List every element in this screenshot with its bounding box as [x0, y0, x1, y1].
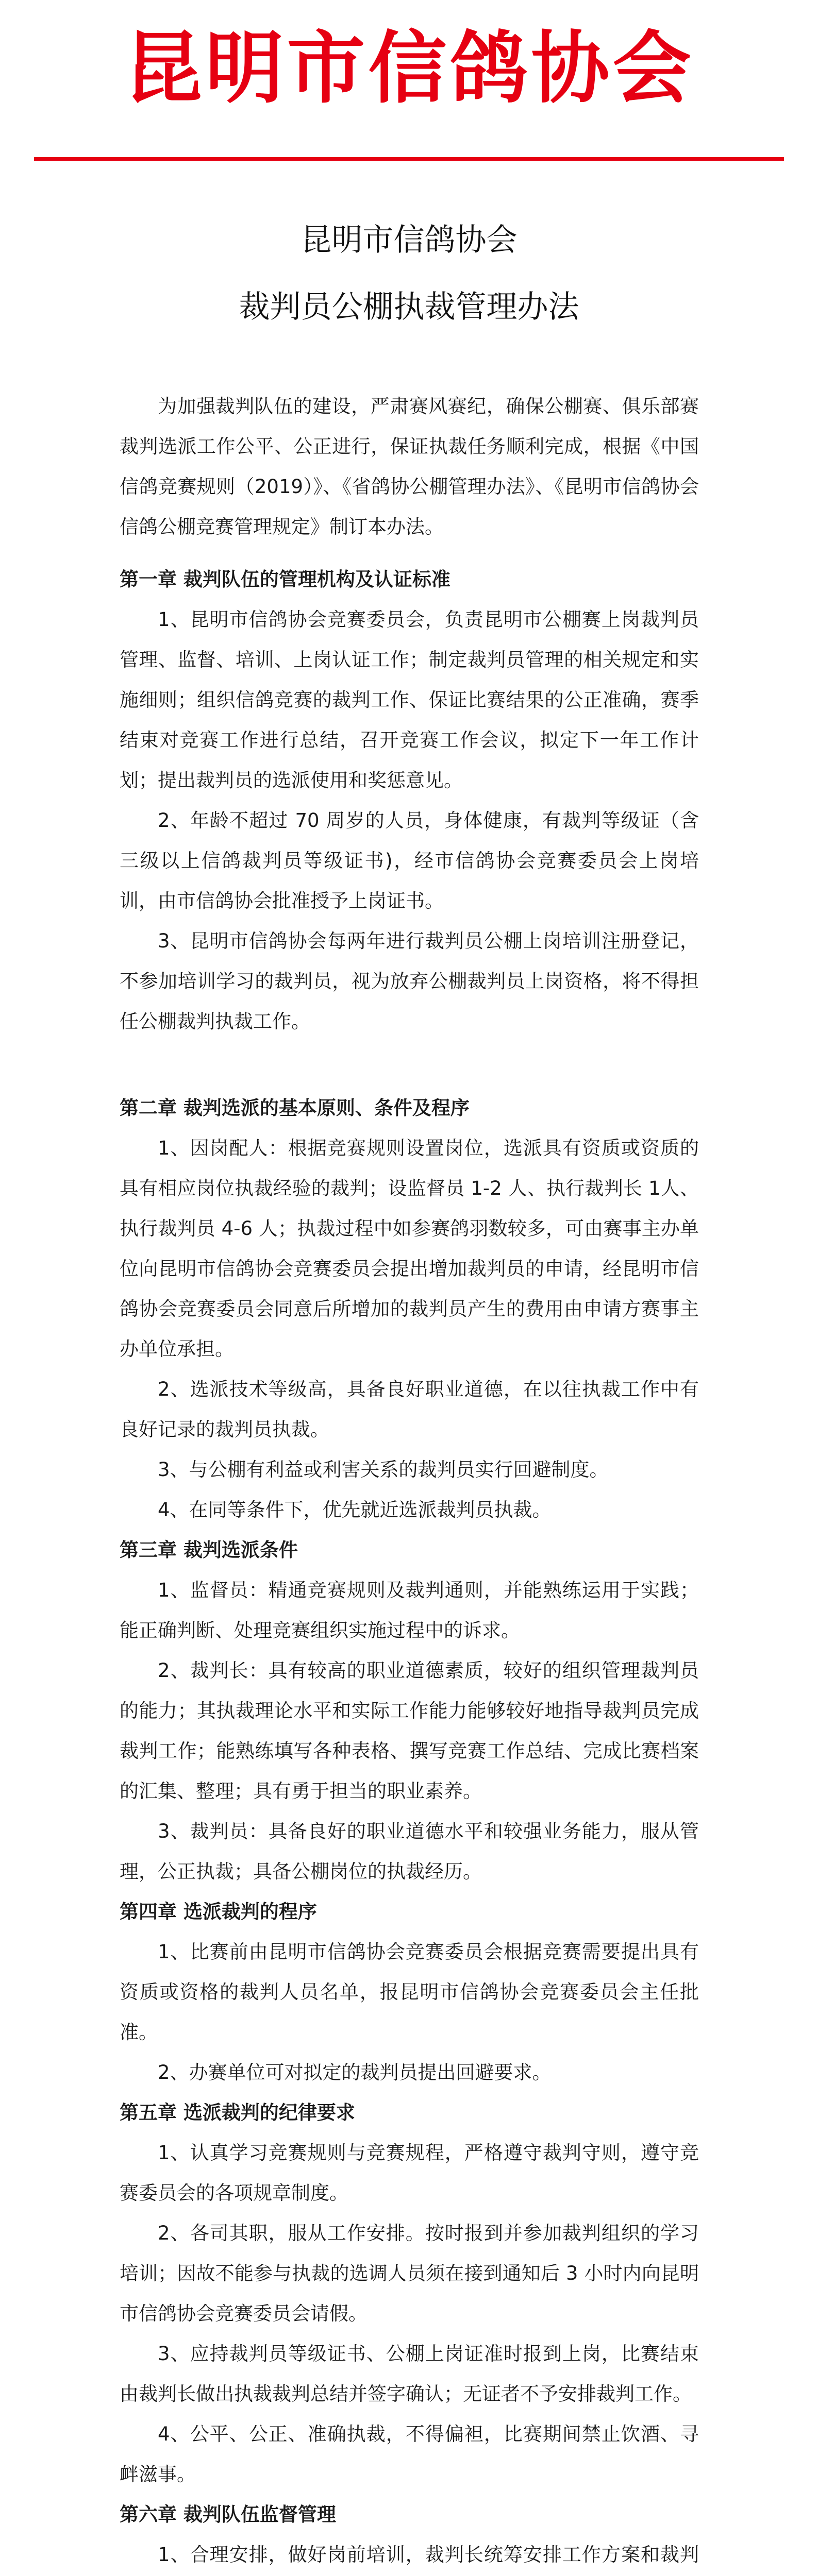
paragraph: 2、年龄不超过 70 周岁的人员，身体健康，有裁判等级证（含三级以上信鸽裁判员等级证书)，经市信鸽协会竞赛委员会上岗培训，由市信鸽协会批准授予上岗证书。 [120, 809, 699, 912]
intro-paragraph: 为加强裁判队伍的建设，严肃赛风赛纪，确保公棚赛、俱乐部赛裁判选派工作公平、公正进行，保证执裁任务顺利完成，根据《中国信鸽竞赛规则（2019）》、《省鸽协公棚管理办法》、《昆明市信鸽协会信鸽公棚竞赛管理规定》制订本办法。 [120, 395, 699, 538]
document-title-org: 昆明市信鸽协会 [301, 222, 517, 258]
chapter-3-heading: 第三章 裁判选派条件 [120, 1539, 298, 1561]
paragraph: 2、办赛单位可对拟定的裁判员提出回避要求。 [158, 2061, 552, 2083]
letterhead-divider [34, 157, 784, 161]
document-title: 裁判员公棚执裁管理办法 [239, 289, 579, 325]
paragraph: 4、公平、公正、准确执裁，不得偏袒，比赛期间禁止饮酒、寻衅滋事。 [120, 2423, 699, 2485]
paragraph: 3、裁判员：具备良好的职业道德水平和较强业务能力，服从管理，公正执裁；具备公棚岗位的执裁经历。 [120, 1820, 699, 1883]
paragraph: 3、与公棚有利益或利害关系的裁判员实行回避制度。 [158, 1459, 609, 1481]
paragraph: 4、在同等条件下，优先就近选派裁判员执裁。 [158, 1499, 552, 1521]
letterhead [0, 22, 818, 114]
paragraph: 1、昆明市信鸽协会竞赛委员会，负责昆明市公棚赛上岗裁判员管理、监督、培训、上岗认证工作；制定裁判员管理的相关规定和实施细则；组织信鸽竞赛的裁判工作、保证比赛结果的公正准确，赛季结束对竞赛工作进行总结，召开竞赛工作会议，拟定下一年工作计划；提出裁判员的选派使用和奖惩意见。 [120, 608, 699, 791]
document-body [120, 386, 699, 2576]
chapter-5-heading: 第五章 选派裁判的纪律要求 [120, 2102, 355, 2124]
paragraph: 2、各司其职，服从工作安排。按时报到并参加裁判组织的学习培训；因故不能参与执裁的选调人员须在接到通知后 3 小时内向昆明市信鸽协会竞赛委员会请假。 [120, 2222, 699, 2325]
letterhead-title: 昆明市信鸽协会 [124, 22, 694, 114]
chapter-2-heading: 第二章 裁判选派的基本原则、条件及程序 [120, 1097, 470, 1119]
paragraph: 1、比赛前由昆明市信鸽协会竞赛委员会根据竞赛需要提出具有资质或资格的裁判人员名单，报昆明市信鸽协会竞赛委员会主任批准。 [120, 1941, 699, 2043]
paragraph: 2、裁判长：具有较高的职业道德素质，较好的组织管理裁判员的能力；其执裁理论水平和实际工作能力能够较好地指导裁判员完成裁判工作；能熟练填写各种表格、撰写竞赛工作总结、完成比赛档案的汇集、整理；具有勇于担当的职业素养。 [120, 1659, 699, 1802]
paragraph: 1、监督员：精通竞赛规则及裁判通则，并能熟练运用于实践；能正确判断、处理竞赛组织实施过程中的诉求。 [120, 1579, 699, 1641]
chapter-1-heading: 第一章 裁判队伍的管理机构及认证标准 [120, 568, 450, 590]
chapter-6-heading: 第六章 裁判队伍监督管理 [120, 2503, 336, 2526]
paragraph: 2、选派技术等级高，具备良好职业道德，在以往执裁工作中有良好记录的裁判员执裁。 [120, 1378, 699, 1440]
paragraph: 1、合理安排，做好岗前培训，裁判长统筹安排工作方案和裁判 [158, 2544, 699, 2566]
chapter-4-heading: 第四章 选派裁判的程序 [120, 1901, 317, 1923]
paragraph: 3、昆明市信鸽协会每两年进行裁判员公棚上岗培训注册登记，不参加培训学习的裁判员，视为放弃公棚裁判员上岗资格，将不得担任公棚裁判执裁工作。 [120, 930, 699, 1032]
paragraph: 1、因岗配人：根据竞赛规则设置岗位，选派具有资质或资质的具有相应岗位执裁经验的裁判；设监督员 1-2 人、执行裁判长 1人、执行裁判员 4-6 人；执裁过程中如参赛鸽羽数较多，可由赛事主办单位向昆明市信鸽协会竞赛委员会提出增加裁判员的申请，经昆明市信鸽协会竞赛委员会同意后所增加的裁判员产生的费用由申请方赛事主办单位承担。 [120, 1137, 699, 1360]
paragraph: 3、应持裁判员等级证书、公棚上岗证准时报到上岗，比赛结束由裁判长做出执裁裁判总结并签字确认；无证者不予安排裁判工作。 [120, 2343, 699, 2405]
paragraph: 1、认真学习竞赛规则与竞赛规程，严格遵守裁判守则，遵守竞赛委员会的各项规章制度。 [120, 2142, 699, 2204]
